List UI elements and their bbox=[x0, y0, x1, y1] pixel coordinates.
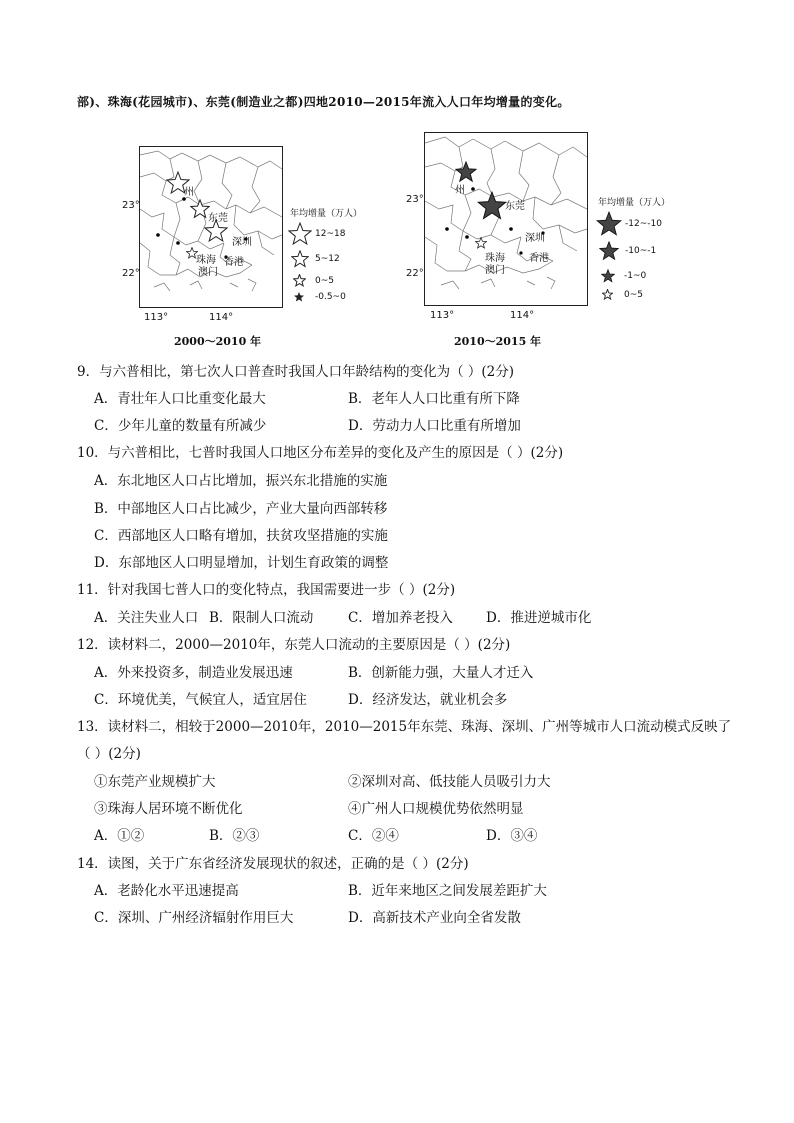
lat-label-23: 23° bbox=[406, 194, 424, 205]
intro-text: 部)、珠海(花园城市)、东莞(制造业之都)四地2010—2015年流入人口年均增量的变化。 bbox=[77, 95, 570, 109]
legend-label: -10~-1 bbox=[625, 246, 657, 256]
question-9-option-b[interactable]: B．老年人人口比重有所下降 bbox=[348, 391, 520, 407]
star-filled-large-icon bbox=[596, 211, 622, 237]
place-label-zhuhai: 珠海 bbox=[485, 253, 505, 264]
lon-label-113: 113° bbox=[430, 310, 455, 321]
lon-label-114: 114° bbox=[209, 312, 234, 323]
star-5-12-icon bbox=[190, 199, 210, 219]
place-label-macau: 澳门 bbox=[198, 267, 218, 278]
question-11-option-a[interactable]: A．关注失业人口 bbox=[94, 610, 199, 626]
legend-label: -1~0 bbox=[624, 271, 647, 281]
question-13-statement-2: ②深圳对高、低技能人员吸引力大 bbox=[348, 774, 551, 790]
left-map-caption: 2000～2010 年 bbox=[174, 335, 262, 348]
star-outline-small-icon bbox=[293, 274, 306, 287]
question-12-option-a[interactable]: A．外来投资多，制造业发展迅速 bbox=[94, 665, 293, 681]
question-13-stem: 13．读材料二，相较于2000—2010年，2010—2015年东莞、珠海、深圳、广州等城市人口流动模式反映了 bbox=[77, 719, 732, 735]
place-label-guangzhou: 州 bbox=[184, 187, 194, 198]
question-10-option-b[interactable]: B．中部地区人口占比减少，产业大量向西部转移 bbox=[94, 501, 388, 517]
question-13-statement-3: ③珠海人居环境不断优化 bbox=[94, 801, 243, 817]
question-13-statement-4: ④广州人口规模优势依然明显 bbox=[348, 801, 524, 817]
question-11-option-d[interactable]: D．推进逆城市化 bbox=[486, 610, 592, 626]
legend-label: -12~-10 bbox=[625, 219, 662, 229]
place-label-shenzhen: 深圳 bbox=[232, 237, 252, 248]
question-11-option-c[interactable]: C．增加养老投入 bbox=[348, 610, 453, 626]
question-14-stem: 14．读图，关于广东省经济发展现状的叙述，正确的是（ ）(2分) bbox=[77, 856, 469, 872]
question-14-option-c[interactable]: C．深圳、广州经济辐射作用巨大 bbox=[94, 910, 294, 926]
question-12-option-c[interactable]: C．环境优美，气候宜人，适宜居住 bbox=[94, 692, 307, 708]
question-12-option-b[interactable]: B．创新能力强，大量人才迁入 bbox=[348, 665, 534, 681]
question-14-option-b[interactable]: B．近年来地区之间发展差距扩大 bbox=[348, 883, 547, 899]
place-label-dongguan: 东莞 bbox=[505, 201, 525, 212]
question-12-option-d[interactable]: D．经济发达，就业机会多 bbox=[348, 692, 508, 708]
question-10-option-d[interactable]: D．东部地区人口明显增加，计划生育政策的调整 bbox=[94, 555, 389, 571]
question-9-option-c[interactable]: C．少年儿童的数量有所减少 bbox=[94, 418, 267, 434]
question-11-stem: 11．针对我国七普人口的变化特点，我国需要进一步（ ）(2分) bbox=[77, 582, 456, 598]
star-10-1-icon bbox=[455, 161, 477, 183]
star-outline-large-icon bbox=[288, 222, 312, 246]
legend-label: -0.5~0 bbox=[315, 292, 346, 302]
star-0-5-icon bbox=[475, 237, 487, 249]
question-12-stem: 12．读材料二，2000—2010年，东莞人口流动的主要原因是（ ）(2分) bbox=[77, 637, 511, 653]
question-13-option-a[interactable]: A．①② bbox=[94, 828, 145, 844]
star-filled-small-icon bbox=[601, 269, 615, 283]
place-label-hongkong: 香港 bbox=[529, 253, 549, 264]
right-legend bbox=[596, 195, 676, 305]
place-label-dongguan: 东莞 bbox=[208, 213, 228, 224]
question-13-stem-continued: （ ）(2分) bbox=[77, 746, 141, 762]
question-13-statement-1: ①东莞产业规模扩大 bbox=[94, 774, 216, 790]
question-14-option-a[interactable]: A．老龄化水平迅速提高 bbox=[94, 883, 239, 899]
question-10-option-c[interactable]: C．西部地区人口略有增加，扶贫攻坚措施的实施 bbox=[94, 528, 388, 544]
question-13-option-c[interactable]: C．②④ bbox=[348, 828, 399, 844]
question-11-option-b[interactable]: B．限制人口流动 bbox=[209, 610, 314, 626]
lat-label-23: 23° bbox=[122, 200, 140, 211]
right-map-caption: 2010～2015 年 bbox=[454, 335, 542, 348]
legend-label: 5~12 bbox=[315, 254, 340, 264]
lat-label-22: 22° bbox=[406, 268, 424, 279]
star-outline-tiny-icon bbox=[602, 289, 613, 300]
right-map bbox=[424, 132, 588, 306]
place-label-macau: 澳门 bbox=[485, 265, 505, 276]
lat-label-22: 22° bbox=[122, 268, 140, 279]
legend-title: 年均增量（万人） bbox=[598, 198, 671, 208]
place-label-shenzhen: 深圳 bbox=[525, 233, 545, 244]
question-10-option-a[interactable]: A．东北地区人口占比增加，振兴东北措施的实施 bbox=[94, 473, 388, 489]
lon-label-114: 114° bbox=[510, 310, 535, 321]
legend-label: 0~5 bbox=[315, 275, 334, 286]
place-label-guangzhou: 州 bbox=[455, 185, 465, 196]
question-10-stem: 10．与六普相比，七普时我国人口地区分布差异的变化及产生的原因是（ ）(2分) bbox=[77, 445, 564, 461]
question-13-option-b[interactable]: B．②③ bbox=[209, 828, 260, 844]
star-filled-medium-icon bbox=[599, 241, 619, 261]
lon-label-113: 113° bbox=[144, 312, 169, 323]
question-14-option-d[interactable]: D．高新技术产业向全省发散 bbox=[348, 910, 521, 926]
place-label-hongkong: 香港 bbox=[224, 257, 244, 268]
star-filled-tiny-icon bbox=[294, 292, 304, 302]
left-map bbox=[139, 146, 283, 308]
question-9-option-a[interactable]: A．青壮年人口比重变化最大 bbox=[94, 391, 266, 407]
left-legend bbox=[288, 206, 368, 306]
star-outline-medium-icon bbox=[291, 250, 309, 268]
star-12-10-icon bbox=[477, 191, 507, 221]
place-label-zhuhai: 珠海 bbox=[196, 255, 216, 266]
question-9-option-d[interactable]: D．劳动力人口比重有所增加 bbox=[348, 418, 521, 434]
legend-label: 0~5 bbox=[624, 289, 643, 300]
legend-title: 年均增量（万人） bbox=[290, 209, 363, 219]
question-9-stem: 9．与六普相比，第七次人口普查时我国人口年龄结构的变化为（ ）(2分) bbox=[77, 364, 515, 380]
legend-label: 12~18 bbox=[315, 229, 346, 239]
question-13-option-d[interactable]: D．③④ bbox=[486, 828, 538, 844]
